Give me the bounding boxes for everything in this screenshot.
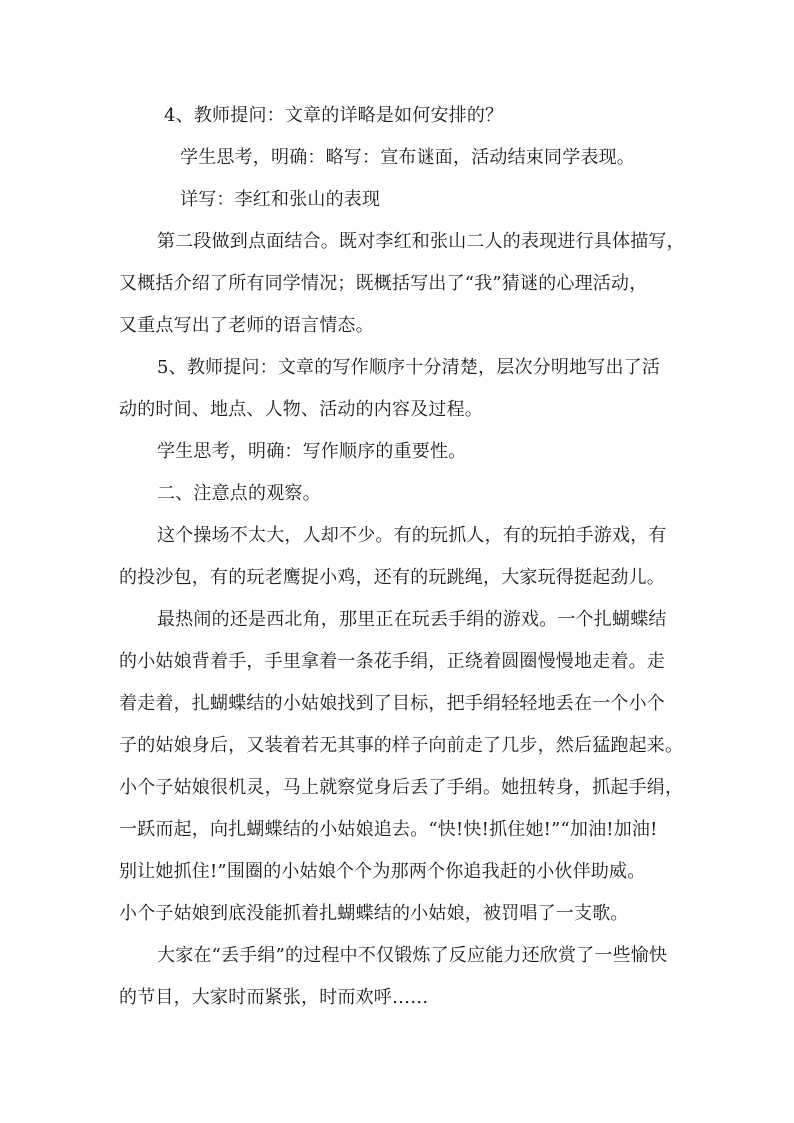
text-line: 一跃而起，向扎蝴蝶结的小姑娘追去。“快!快!抓住她!”“加油!加油! — [119, 819, 658, 840]
text-line: 又重点写出了老师的语言情态。 — [119, 315, 374, 336]
text-line: 这个操场不太大，人却不少。有的玩抓人，有的玩拍手游戏，有 — [157, 525, 667, 546]
text-line: 详写：李红和张山的表现 — [180, 189, 381, 210]
text-line: 小个子姑娘到底没能抓着扎蝴蝶结的小姑娘，被罚唱了一支歌。 — [119, 903, 629, 924]
text-line: 5、教师提问：文章的写作顺序十分清楚，层次分明地写出了活 — [157, 357, 661, 378]
text-line: 大家在“丢手绢”的过程中不仅锻炼了反应能力还欣赏了一些愉快 — [157, 945, 668, 966]
text-line: 学生思考，明确：写作顺序的重要性。 — [157, 441, 467, 462]
text-line: 动的时间、地点、人物、活动的内容及过程。 — [119, 399, 483, 420]
text-line: 着走着，扎蝴蝶结的小姑娘找到了目标，把手绢轻轻地丢在一个小个 — [119, 693, 665, 714]
text-line: 第二段做到点面结合。既对李红和张山二人的表现进行具体描写， — [157, 231, 685, 252]
text-line: 的节目，大家时而紧张，时而欢呼…… — [119, 987, 429, 1008]
text-line: 最热闹的还是西北角，那里正在玩丢手绢的游戏。一个扎蝴蝶结 — [157, 609, 667, 630]
text-line: 子的姑娘身后，又装着若无其事的样子向前走了几步，然后猛跑起来。 — [119, 735, 684, 756]
text-line: 又概括介绍了所有同学情况；既概括写出了“我”猜谜的心理活动， — [119, 273, 648, 294]
text-line: 别让她抓住!”围圈的小姑娘个个为那两个你追我赶的小伙伴助威。 — [119, 861, 646, 882]
text-line: 4、教师提问：文章的详略是如何安排的？ — [164, 105, 504, 126]
text-line: 的小姑娘背着手，手里拿着一条花手绢，正绕着圆圈慢慢地走着。走 — [119, 651, 665, 672]
text-line: 的投沙包，有的玩老鹰捉小鸡，还有的玩跳绳，大家玩得挺起劲儿。 — [119, 567, 665, 588]
text-line: 学生思考，明确：略写：宣布谜面，活动结束同学表现。 — [180, 147, 635, 168]
text-line: 二、注意点的观察。 — [157, 483, 321, 504]
text-line: 小个子姑娘很机灵，马上就察觉身后丢了手绢。她扭转身，抓起手绢， — [119, 777, 684, 798]
